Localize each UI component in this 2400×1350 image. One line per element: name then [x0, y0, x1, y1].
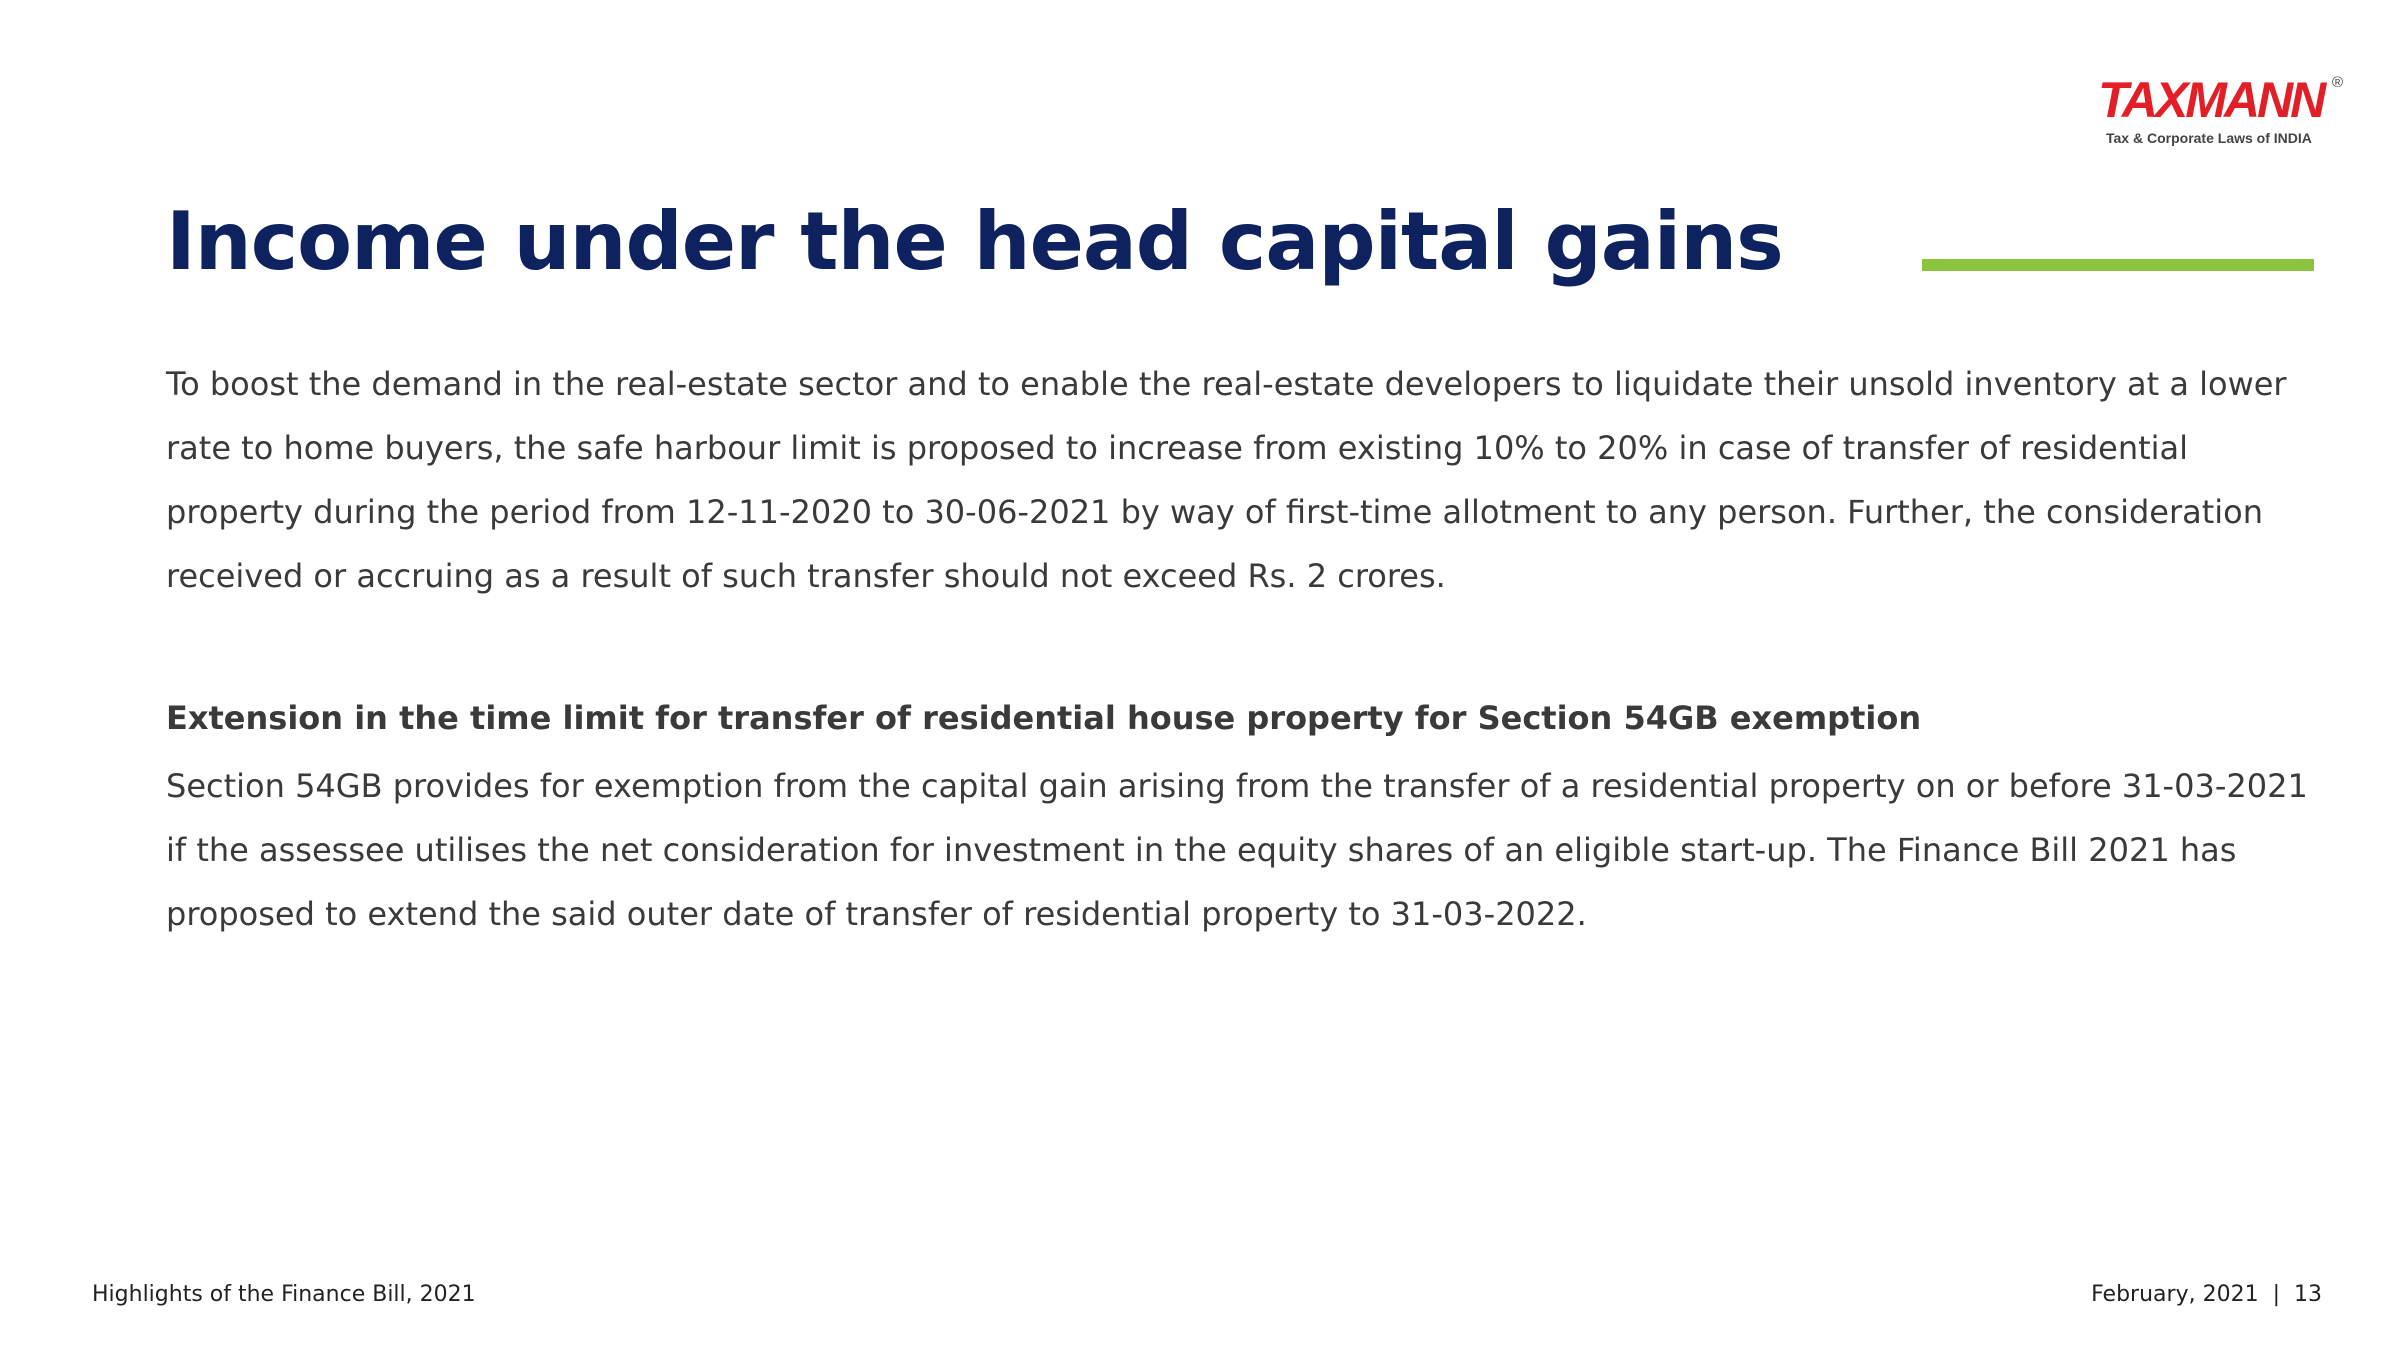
footer-date-page: [2091, 1282, 2322, 1307]
page-number: 13: [2294, 1282, 2322, 1307]
page-title: Income under the head capital gains: [166, 195, 1783, 288]
footer-date: February, 2021: [2091, 1282, 2259, 1307]
taxmann-logo: [2098, 72, 2350, 154]
paragraph-section-54gb: Section 54GB provides for exemption from the capital gain arising from the transfer of a residential property on or before 31-03-2021 if the assessee utilises the net consideration for investment in the equity shares of an eligible start-up. The Finance Bill 2021 has proposed to extend the said outer date of transfer of residential property to 31-03-2022.: [166, 767, 2308, 933]
section-heading: Extension in the time limit for transfer of residential house property for Section 54GB exemption: [166, 699, 1922, 737]
footer-document-title: Highlights of the Finance Bill, 2021: [92, 1282, 476, 1307]
logo-wordmark: TAXMANN: [2098, 72, 2324, 128]
paragraph-safe-harbour: To boost the demand in the real-estate sector and to enable the real-estate developers to liquidate their unsold inventory at a lower rate to home buyers, the safe harbour limit is proposed to increase from existing 10% to 20% in case of transfer of residential property during the period from 12-11-2020 to 30-06-2021 by way of first-time allotment to any person. Further, the consideration received or accruing as a result of such transfer should not exceed Rs. 2 crores.: [166, 365, 2287, 595]
footer-separator: |: [2272, 1282, 2280, 1307]
title-accent-rule: [1922, 259, 2314, 271]
logo-tagline: Tax & Corporate Laws of INDIA: [2106, 130, 2312, 146]
registered-mark: ®: [2332, 74, 2344, 91]
